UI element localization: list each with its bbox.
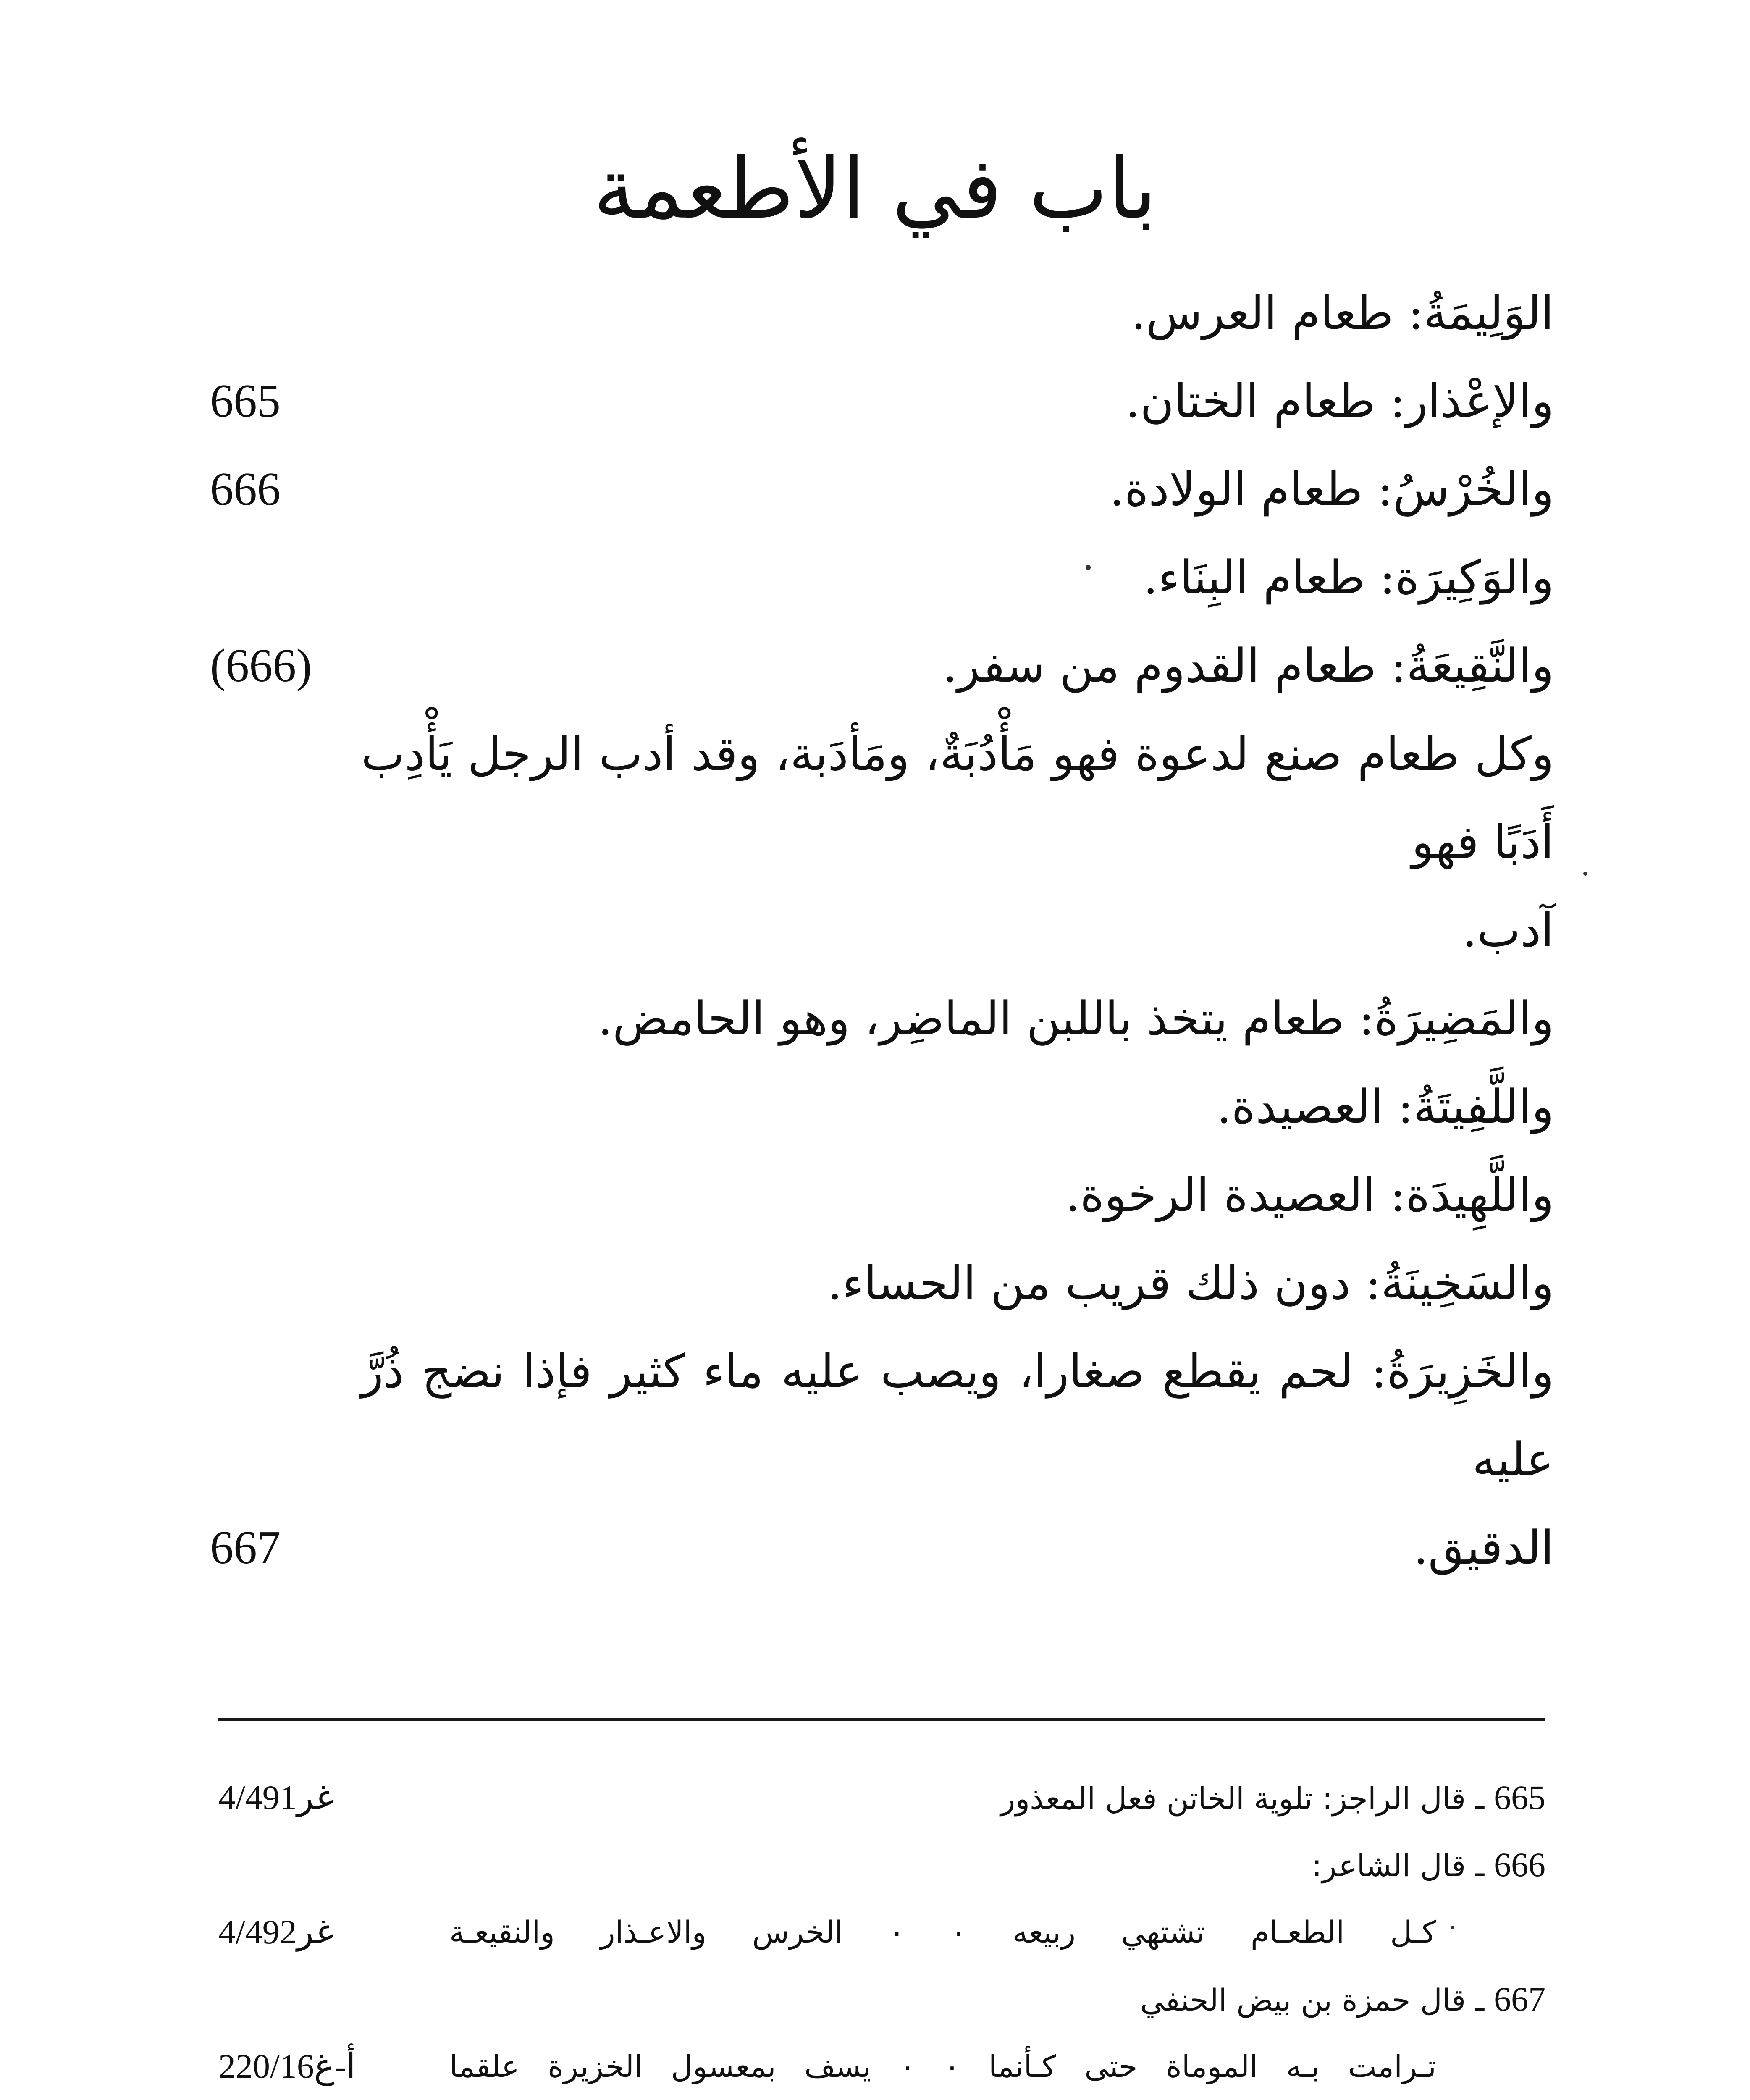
entry-text: والمَضِيرَةُ: طعام يتخذ باللبن الماضِر، وهو الحامض. (598, 992, 1554, 1045)
footnote-number: 665 (1494, 1778, 1545, 1816)
glossary-entry (210, 1239, 1554, 1327)
footnote-text (1140, 1966, 1545, 2034)
footnote-source: غر4/491 (218, 1778, 334, 1816)
print-speck (1086, 565, 1091, 570)
entry-text: الوَلِيمَةُ: طعام العرس. (1131, 286, 1554, 340)
entry-text: والنَّقِيعَةُ: طعام القدوم من سفر. (942, 639, 1554, 693)
footnotes (218, 1764, 1545, 2100)
verse-text: كـل الطعـام تشتهي ربيعه ٠ ٠ الخرس والاعـذار والنقيعـة (449, 1914, 1437, 1950)
entry-text: واللَّهِيدَة: العصيدة الرخوة. (1065, 1168, 1554, 1222)
footnote-source: أ-غ220/16 (218, 2047, 356, 2085)
footnote-body: ـ قال الشاعر: (1312, 1848, 1485, 1883)
glossary-entry (210, 533, 1554, 622)
entry-text: والخُرْسُ: طعام الولادة. (1110, 462, 1554, 516)
footnote (218, 1966, 1545, 2033)
footnote-source: غر4/492 (218, 1913, 334, 1951)
chapter-title: باب في الأطعمة (593, 140, 1157, 238)
print-speck (1451, 1926, 1454, 1929)
footnote-verse (218, 1898, 1545, 1966)
glossary-entry (210, 1327, 1554, 1504)
glossary-entry (210, 357, 1554, 445)
footnote-body: ـ قال حمزة بن بيض الحنفي (1140, 1982, 1485, 2018)
footnote-number: 666 (1494, 1845, 1545, 1884)
footnote-body: ـ قال الراجز: تلوية الخاتن فعل المعذور (1000, 1781, 1485, 1816)
entry-text: وكل طعام صنع لدعوة فهو مَأْدُبَةٌ، ومَأدَبة، وقد أدب الرجل يَأْدِب أَدَبًا فهو (361, 727, 1554, 869)
entry-ref-number: 667 (210, 1522, 281, 1574)
glossary-entry (210, 1151, 1554, 1239)
glossary-entry (210, 269, 1554, 357)
entry-text: الدقيق. (1413, 1521, 1554, 1575)
footnote-text (1312, 1831, 1545, 1899)
glossary-entry (210, 886, 1554, 974)
glossary-entry (210, 1504, 1554, 1592)
print-speck (1583, 872, 1587, 876)
entry-text: آدب. (1462, 903, 1554, 957)
entry-ref-number: 666 (210, 463, 281, 515)
entry-text: والخَزِيرَةُ: لحم يقطع صغارا، ويصب عليه ماء كثير فإذا نضج ذُرَّ عليه (361, 1344, 1554, 1486)
entry-text: والوَكِيرَة: طعام البِنَاء. (1143, 551, 1554, 604)
glossary-entry (210, 974, 1554, 1063)
glossary-entry (210, 1063, 1554, 1151)
entry-text: والسَخِينَةُ: دون ذلك قريب من الحساء. (827, 1256, 1554, 1310)
glossary-entries (210, 269, 1554, 1592)
glossary-entry (210, 710, 1554, 886)
glossary-entry (210, 622, 1554, 710)
entry-ref-number: 665 (210, 375, 281, 427)
footnote-verse (218, 2033, 1545, 2100)
footnote-number: 667 (1494, 1980, 1545, 2018)
footnote-text (1001, 1764, 1545, 1832)
entry-text: واللَّفِيتَةُ: العصيدة. (1217, 1080, 1554, 1134)
verse-text: تـرامت بـه الموماة حتى كـأنما ٠ ٠ يسف بمعسول الخزيرة علقما (449, 2049, 1436, 2084)
glossary-entry (210, 445, 1554, 533)
footnote-divider (218, 1718, 1545, 1721)
entry-text: والإعْذار: طعام الختان. (1125, 374, 1554, 428)
footnote (218, 1764, 1545, 1831)
footnote (218, 1831, 1545, 1898)
entry-ref-number: (666) (210, 640, 312, 692)
